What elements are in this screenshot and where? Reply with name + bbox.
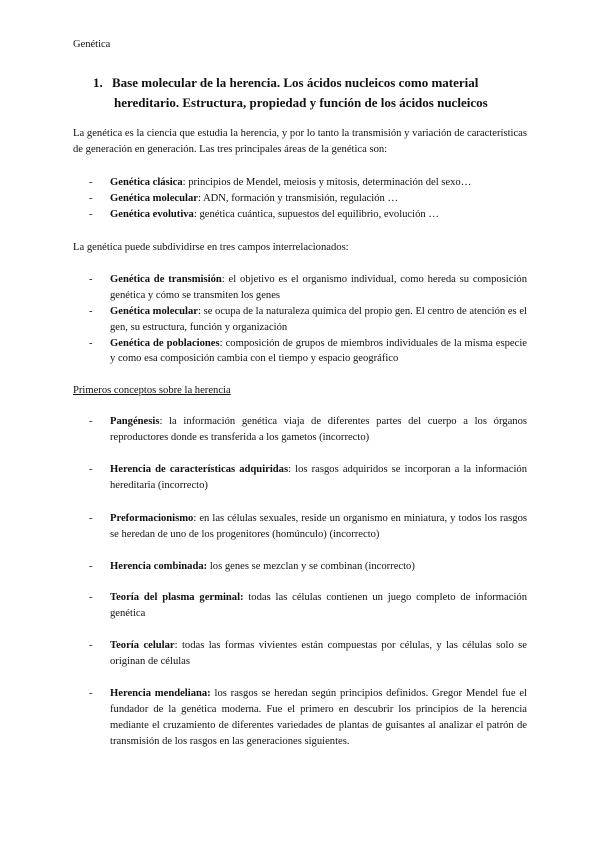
section-heading: Primeros conceptos sobre la herencia (73, 385, 231, 396)
title-number: 1. (93, 75, 103, 90)
concept-item-1 (73, 414, 527, 446)
list-item: - Genética clásica: principios de Mendel, meiosis y mitosis, determinación del sexo… (73, 175, 527, 191)
list-item: - Genética de poblaciones: composición de grupos de miembros individuales de la misma especie y como esa composición cambia con el tiempo y espacio geográfico (73, 336, 527, 368)
concept-item-2 (73, 462, 527, 494)
concept-item-5 (73, 590, 527, 622)
title-line-1: 1. Base molecular de la herencia. Los ácidos nucleicos como material (93, 73, 533, 93)
list-item: - Genética evolutiva: genética cuántica, supuestos del equilibrio, evolución … (73, 207, 527, 223)
areas-list (73, 175, 527, 223)
list-item: - Teoría celular: todas las formas vivientes están compuestas por células, y las células solo se originan de células (73, 638, 527, 670)
title-line-2: hereditario. Estructura, propiedad y función de los ácidos nucleicos (114, 94, 488, 110)
list-item: - Herencia de características adquiridas: los rasgos adquiridos se incorporan a la información hereditaria (incorrecto) (73, 462, 527, 494)
list-item: - Genética molecular: ADN, formación y transmisión, regulación … (73, 191, 527, 207)
list-item: - Herencia mendeliana: los rasgos se heredan según principios definidos. Gregor Mendel fue el fundador de la genética moderna. Fue el primero en descubrir los principios de la herencia mediante el cruzamiento de diferentes variedades de plantas de guisantes al analizar el patrón de transmisión de los rasgos en las generaciones siguientes. (73, 686, 527, 750)
list-item: - Preformacionismo: en las células sexuales, reside un organismo en miniatura, y todos los rasgos se heredan de uno de los progenitores (homúnculo) (incorrecto) (73, 511, 527, 543)
list-item: - Pangénesis: la información genética viaja de diferentes partes del cuerpo a los órganos reproductores donde es transferida a los gametos (incorrecto) (73, 414, 527, 446)
list-item: - Genética molecular: se ocupa de la naturaleza química del propio gen. El centro de atención es el gen, su estructura, función y organización (73, 304, 527, 336)
concept-item-6 (73, 638, 527, 670)
concept-item-4 (73, 559, 527, 575)
fields-list (73, 272, 527, 367)
running-header: Genética (73, 39, 111, 50)
concept-item-7 (73, 686, 527, 750)
section-title (93, 73, 533, 113)
intro-paragraph: La genética es la ciencia que estudia la herencia, y por lo tanto la transmisión y variación de características de generación en generación. Las tres principales áreas de la genética son: (73, 128, 527, 155)
subdivide-paragraph: La genética puede subdividirse en tres campos interrelacionados: (73, 242, 349, 253)
list-item: - Herencia combinada: los genes se mezclan y se combinan (incorrecto) (73, 559, 527, 575)
list-item: - Genética de transmisión: el objetivo es el organismo individual, como hereda su composición genética y cómo se transmiten los genes (73, 272, 527, 304)
concept-item-3 (73, 511, 527, 543)
list-item: - Teoría del plasma germinal: todas las células contienen un juego completo de información genética (73, 590, 527, 622)
